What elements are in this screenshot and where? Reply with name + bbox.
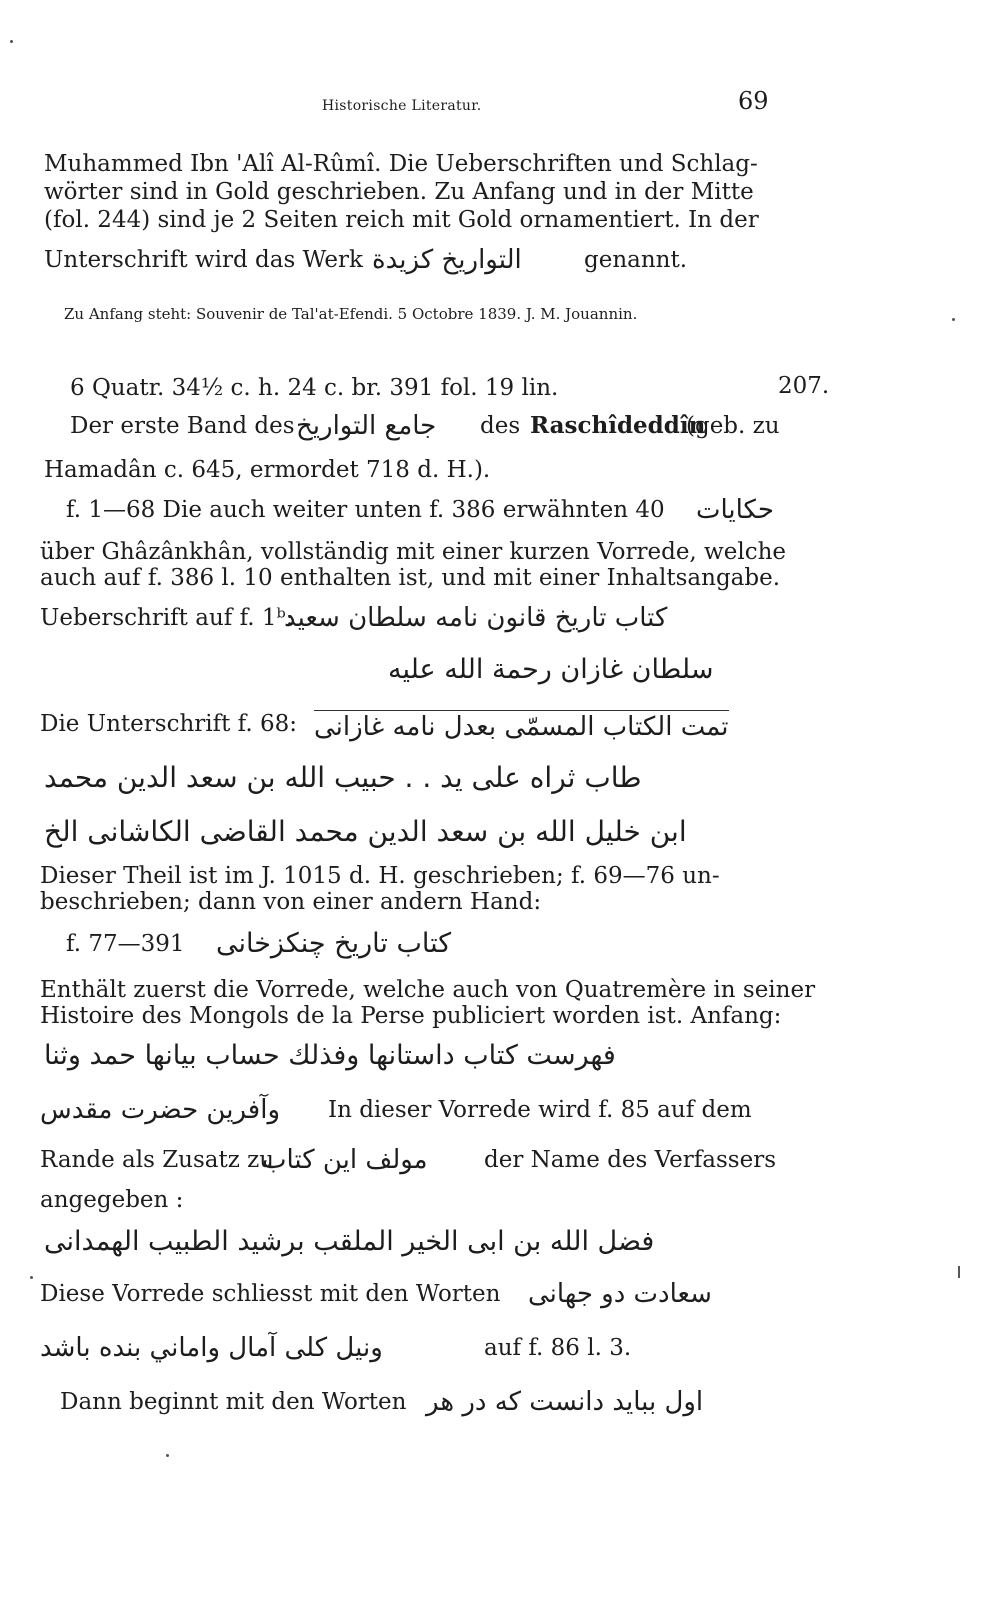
text-line-4: [44, 245, 688, 275]
arabic-colophon-line-1: تمت الكتاب المسمّى بعدل نامه غازانى: [314, 712, 729, 742]
text-line-27: [40, 1280, 764, 1308]
text-line-24: [40, 1145, 777, 1175]
arabic-hikayat: حكايات: [696, 495, 774, 525]
text-line-21: Histoire des Mongols de la Perse publiciert worden ist. Anfang:: [40, 1003, 782, 1029]
text-line-27-start: Diese Vorrede schliesst mit den Worten: [40, 1281, 501, 1307]
text-line-3: (fol. 244) sind je 2 Seiten reich mit Gold ornamentiert. In der: [44, 207, 759, 233]
provenance-note: Zu Anfang steht: Souvenir de Tal'at-Efendi. 5 Octobre 1839. J. M. Jouannin.: [64, 305, 638, 323]
text-line-25: angegeben :: [40, 1187, 184, 1213]
arabic-incipit-line-1: فهرست كتاب داستانها وفذلك حساب بيانها حمد وثنا: [44, 1040, 616, 1071]
text-line-2: wörter sind in Gold geschrieben. Zu Anfang und in der Mitte: [44, 179, 754, 205]
scan-speck: [10, 40, 13, 43]
text-line-10: über Ghâzânkhân, vollständig mit einer kurzen Vorrede, welche: [40, 539, 787, 565]
text-line-17: Dieser Theil ist im J. 1015 d. H. geschrieben; f. 69—76 un-: [40, 863, 720, 889]
manuscript-dimensions: 6 Quatr. 34½ c. h. 24 c. br. 391 fol. 19 lin.: [70, 375, 559, 401]
entry-number: 207.: [778, 373, 830, 399]
text-line-14: [40, 710, 770, 742]
text-line-23-end: In dieser Vorrede wird f. 85 auf dem: [328, 1097, 752, 1123]
text-line-4-end: genannt.: [584, 247, 688, 273]
text-line-18: beschrieben; dann von einer andern Hand:: [40, 889, 542, 915]
text-line-7-start: Der erste Band des: [70, 413, 295, 439]
text-line-23: [40, 1096, 764, 1125]
arabic-muallif-in-kitab: مولف اين كتاب: [262, 1145, 428, 1175]
running-header: Historische Literatur.: [322, 98, 482, 114]
text-line-19-start: f. 77—391: [66, 931, 185, 957]
text-line-28: [40, 1334, 680, 1363]
text-line-29-start: Dann beginnt mit den Worten: [60, 1389, 407, 1415]
scan-speck: [952, 318, 955, 321]
text-line-9: [66, 496, 782, 524]
page-number: 69: [738, 87, 769, 115]
arabic-heading-line-2: سلطان غازان رحمة الله عليه: [388, 654, 714, 685]
text-line-19: [66, 930, 666, 958]
text-line-11: auch auf f. 386 l. 10 enthalten ist, und mit einer Inhaltsangabe.: [40, 565, 781, 591]
scan-mark: [958, 1266, 960, 1278]
text-line-14-start: Die Unterschrift f. 68:: [40, 711, 298, 737]
arabic-incipit-line-2: وآفرين حضرت مقدس: [40, 1095, 281, 1125]
text-line-1: [44, 150, 766, 178]
scan-speck: [166, 1454, 169, 1457]
arabic-closing-words: ونيل كلى آمال واماني بنده باشد: [40, 1333, 383, 1363]
arabic-colophon-line-3: ابن خليل الله بن سعد الدين محمد القاضى الكاشانى الخ: [44, 815, 687, 848]
arabic-colophon-line-2: طاب ثراه على يد . . حبيب الله بن سعد الدين محمد: [44, 761, 642, 794]
arabic-title-tawarikh-guzideh: التواريخ كزيدة: [372, 245, 522, 275]
text-line-7: [70, 411, 780, 441]
arabic-author-full-name: فضل الله بن ابى الخير الملقب برشيد الطبيب الهمدانى: [44, 1226, 655, 1257]
text-line-24-start: Rande als Zusatz zu: [40, 1147, 275, 1173]
text-line-7-des: des: [480, 413, 521, 439]
text-line-7-end: (geb. zu: [686, 413, 780, 439]
author-name: Raschîdeddîn: [530, 412, 706, 439]
text-line-4-start: Unterschrift wird das Werk: [44, 247, 363, 273]
text-line-12-start: Ueberschrift auf f. 1ᵇ:: [40, 605, 294, 631]
text-line-24-end: der Name des Verfassers: [484, 1147, 777, 1173]
text-line-12: [40, 604, 768, 632]
text-line-9-start: f. 1—68 Die auch weiter unten f. 386 erwähnten 40: [66, 497, 665, 523]
text-line-29: [60, 1388, 770, 1416]
arabic-title-jami-al-tawarikh: جامع التواريخ: [296, 411, 437, 441]
text-line-20: Enthält zuerst die Vorrede, welche auch von Quatremère in seiner: [40, 977, 816, 1003]
arabic-title-tarikh-chingizkhani: كتاب تاريخ چنكزخانى: [216, 928, 452, 959]
text-line-8: Hamadân c. 645, ermordet 718 d. H.).: [44, 457, 491, 483]
scan-speck: [30, 1276, 33, 1279]
arabic-heading-line-1: كتاب تاريخ قانون نامه سلطان سعيد: [284, 603, 668, 633]
arabic-saadat-du-jahani: سعادت دو جهانى: [528, 1279, 712, 1309]
arabic-awwal-babayad: اول ببايد دانست كه در هر: [426, 1387, 704, 1417]
text-line-28-end: auf f. 86 l. 3.: [484, 1335, 632, 1361]
text-line-1-content: Muhammed Ibn 'Alî Al-Rûmî. Die Ueberschriften und Schlag-: [44, 151, 758, 177]
